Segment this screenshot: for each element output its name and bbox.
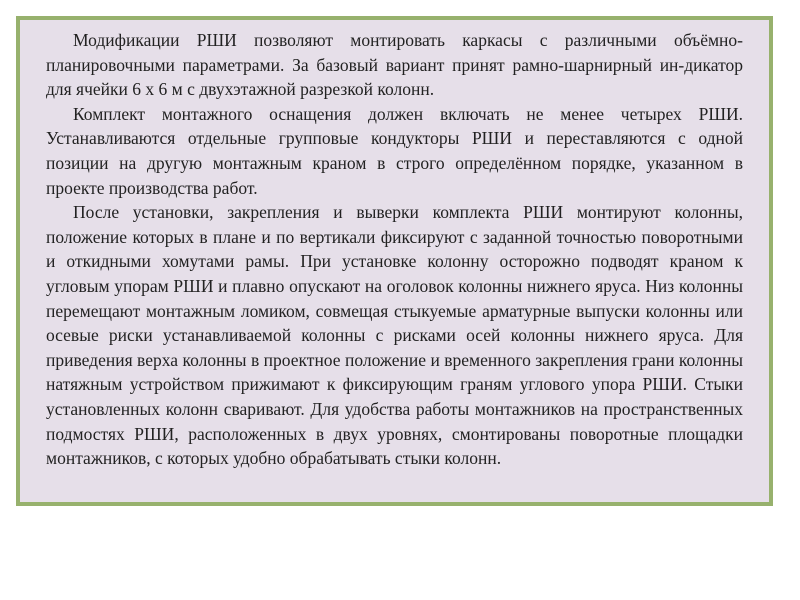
text-box xyxy=(16,16,773,506)
paragraph-3: После установки, закрепления и выверки комплекта РШИ монтируют колонны, положение которых в плане и по вертикали фиксируют с заданной точностью поворотными и откидными хомутами рамы. При установке колонну осторожно подводят краном к угловым упорам РШИ и плавно опускают на оголовок колонны нижнего яруса. Низ колонны перемещают монтажным ломиком, совмещая стыкуемые арматурные выпуски колонны или осевые риски устанавливаемой колонны с рисками осей колонны нижнего яруса. Для приведения верха колонны в проектное положение и временного закрепления грани колонны натяжным устройством прижимают к фиксирующим граням углового упора РШИ. Стыки установленных колонн сваривают. Для удобства работы монтажников на пространственных подмостях РШИ, расположенных в двух уровнях, смонтированы поворотные площадки монтажников, с которых удобно обрабатывать стыки колонн. xyxy=(46,202,743,469)
paragraph-1: Модификации РШИ позволяют монтировать каркасы с различными объёмно-планировочными параметрами. За базовый вариант принят рамно-шарнирный ин-дикатор для ячейки 6 х 6 м с двухэтажной разрезкой колонн. xyxy=(46,30,743,100)
paragraph-2: Комплект монтажного оснащения должен включать не менее четырех РШИ. Устанавливаются отдельные групповые кондукторы РШИ и переставляются с одной позиции на другую монтажным краном в строго определённом порядке, указанном в проекте производства работ. xyxy=(46,103,743,198)
